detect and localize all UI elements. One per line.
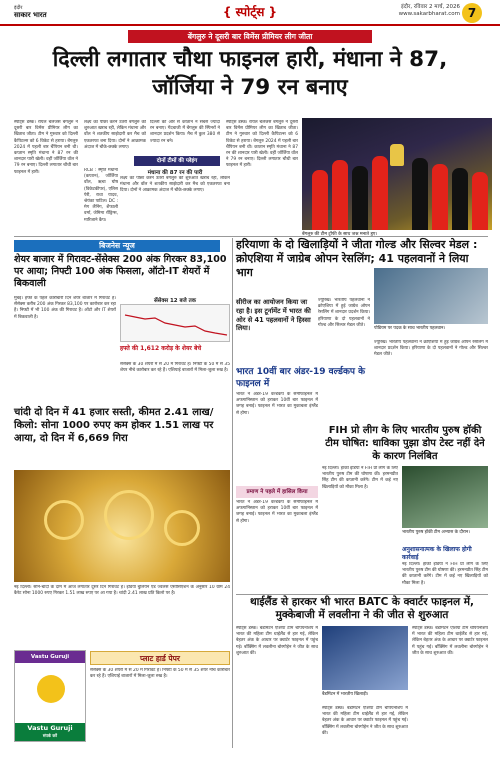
masthead-city: इंदौर	[14, 5, 23, 11]
ad-header-banner: प्लाट हार्ड पेपर	[90, 651, 230, 665]
sensex-chart-title: सेंसेक्स 12 बजे तक	[153, 298, 197, 304]
wrestling-headline: हरियाणा के दो खिलाड़ियों ने जीता गोल्ड और सिल्वर मेडल : क्रोएशिया में जाग्रेब ओपन रेसलिंग; 41 पहलवानों ने लिया भाग	[236, 238, 478, 279]
business-headline-2: चांदी दो दिन में 41 हजार सस्ती, कीमत 2.41 लाख/किलो: सोना 1000 रुपए कम होकर 1.51 लाख पर आया, दो दिन में 6,669 गिरा	[14, 407, 214, 444]
business-body-3: नई दिल्ली। सोने-चांदी के दाम में आज लगातार दूसरे दिन गिरावट है। इंडिया बुलियन एंड ज्वैलर्स एसोसिएशन के अनुसार 10 ग्राम 24 कैरेट सोना 1000 रुपए गिरकर 1.51 लाख रुपए पर आ गया है। चांदी 2.41 लाख प्रति किलो पर है।	[14, 585, 230, 597]
masthead-website[interactable]: www.sakarbharat.com	[398, 11, 460, 17]
wrestling-photo-caption: पोडियम पर पदक के साथ भारतीय पहलवान।	[374, 326, 446, 331]
lead-column-4: RCB : स्मृति मंधाना (कप्तान), जॉर्जिया वॉल, ऋचा घोष (विकेटकीपर), एलिस पेरी, राधा यादव, श्रेयंका पाटिल। DC : मेग लैनिंग, शैफाली वर्मा, जेमिमा रॉड्रिग्स, मारिजाने कैप।	[84, 168, 118, 223]
hockey-team-photo	[402, 466, 488, 528]
page-number: 7	[462, 3, 482, 23]
lead-team-photo	[302, 118, 492, 230]
hockey-body: नई दिल्ली। हॉकी इंडिया ने FIH प्रो लीग के लिए भारतीय पुरुष टीम की घोषणा की। हरमनप्रीत सिंह टीम की कप्तानी करेंगे। टीम में कई नए खिलाड़ियों को मौका मिला है।	[322, 466, 398, 490]
lead-column-3: दिल्ली की ओर से कप्तान ने सबसे ज्यादा रन बनाए। गेंदबाजी में बेंगलुरु की स्पिनरों ने शानदार प्रदर्शन किया। मैच में कुल 380 से ज्यादा रन बने।	[150, 120, 220, 144]
hockey-headline: FIH प्रो लीग के लिए भारतीय पुरुष हॉकी टीम घोषित: धाविका पुझा डोप टेस्ट नहीं देने के कारण निलंबित	[325, 425, 485, 462]
lead-column-2: लक्ष्य का पीछा करने उतरी बेंगलुरु की शुरुआत खराब रही, लेकिन मंधाना और वॉल ने शतकीय साझेदारी कर मैच को एकतरफा बना दिया। दोनों ने आक्रामक अंदाज में चौके-छक्के लगाए।	[84, 120, 146, 150]
lead-photo-caption: बेंगलुरु की टीम ट्रॉफी के साथ जश्न मनाते हुए।	[302, 232, 378, 237]
lead-column-1: स्पोर्ट्स डेस्क। रॉयल चैलेंजर्स बेंगलुरु ने दूसरी बार विमेंस प्रीमियर लीग का खिताब जीता। टीम ने गुरुवार को दिल्ली कैपिटल्स को 6 विकेट से हराया। बेंगलुरु 2024 में पहली बार चैंपियन बनी थी। कप्तान स्मृति मंधाना ने 87 रन की शानदार पारी खेली। वहीं जॉर्जिया वॉल ने 79 रन बनाए। दिल्ली लगातार चौथी बार फाइनल में हारी।	[14, 120, 78, 175]
batc-body-1: स्पोर्ट्स डेस्क। बैडमिंटन एशिया टीम चैंपियनशिप में भारत की महिला टीम थाईलैंड से हार गई, लेकिन बेहतर अंक के आधार पर क्वार्टर फाइनल में पहुंच गई। बॉक्सिंग में लवलीना बोरगोहेन ने जीत के साथ शुरुआत की।	[236, 626, 318, 656]
ad-title: Vastu Guruji	[15, 651, 85, 663]
newspaper-name: साकार भारत	[14, 11, 47, 19]
gold-jewellery-photo	[14, 470, 230, 582]
lead-column-5: लक्ष्य का पीछा करने उतरी बेंगलुरु की शुरुआत खराब रही, लेकिन मंधाना और वॉल ने शतकीय साझेदारी कर मैच को एकतरफा बना दिया। दोनों ने आक्रामक अंदाज में चौके-छक्के लगाए।	[120, 176, 230, 194]
business-banner: बिजनेस न्यूज	[14, 240, 220, 252]
ad-logo-icon	[37, 675, 65, 703]
batc-headline: थाईलैंड से हारकर भी भारत BATC के क्वार्टर फाइनल में, मुक्केबाजी में लवलीना ने की जीत से शुरुआत	[249, 596, 475, 621]
business-side-title: हफ्ते की 1,612 करोड़ के शेयर बेचे	[120, 345, 202, 352]
badminton-photo-caption: बैडमिंटन में भारतीय खिलाड़ी।	[322, 692, 369, 697]
ad-contact[interactable]: Vastu Guruji संपर्क करें	[15, 723, 85, 741]
badminton-photo	[322, 626, 408, 690]
business-body-1: मुंबई। हफ्ते के पहले कारोबारी दिन शेयर बाजार में गिरावट है। सेंसेक्स करीब 200 अंक गिरकर 83,100 पर कारोबार कर रहा है। निफ्टी में भी 100 अंक की गिरावट है। ऑटो और IT शेयरों में बिकवाली है।	[14, 296, 116, 320]
business-body-2: सेंसेक्स के 30 शेयरों में से 20 में गिरावट है। निफ्टी के 50 में से 35 शेयर नीचे कारोबार कर रहे हैं। एशियाई बाजारों में मिला-जुला रुख है।	[120, 362, 230, 374]
masthead-meta	[356, 4, 460, 18]
masthead-brand	[14, 5, 47, 19]
u19-body: भारत ने अंडर-19 वर्ल्डकप के सेमीफाइनल में अफगानिस्तान को हराकर 10वीं बार फाइनल में जगह बनाई। फाइनल में भारत का मुकाबला इंग्लैंड से होगा।	[236, 392, 318, 416]
u19-headline: भारत 10वीं बार अंडर-19 वर्ल्डकप के फाइनल में	[236, 367, 366, 389]
vastu-advertisement[interactable]	[14, 650, 86, 742]
sensex-chart	[120, 304, 230, 342]
wrestling-quote: सीरीज का आयोजन किया जा रहा है। इस टूर्नामेंट में भारत की ओर से 41 पहलवानों ने हिस्सा लिया।	[236, 298, 311, 333]
lead-headline: दिल्ली लगातार चौथा फाइनल हारी, मंधाना ने 87, जॉर्जिया ने 79 रन बनाए	[52, 47, 448, 100]
lead-column-6: स्पोर्ट्स डेस्क। रॉयल चैलेंजर्स बेंगलुरु ने दूसरी बार विमेंस प्रीमियर लीग का खिताब जीता। टीम ने गुरुवार को दिल्ली कैपिटल्स को 6 विकेट से हराया। बेंगलुरु 2024 में पहली बार चैंपियन बनी थी। कप्तान स्मृति मंधाना ने 87 रन की शानदार पारी खेली। वहीं जॉर्जिया वॉल ने 79 रन बनाए। दिल्ली लगातार चौथी बार फाइनल में हारी।	[226, 120, 298, 169]
wrestling-podium-photo	[374, 268, 488, 324]
hockey-side-title: अनुशासनात्मक के खिलाफ होगी कार्रवाई	[402, 546, 472, 561]
masthead-date: इंदौर, रविवार 2 मार्च, 2026	[401, 4, 460, 10]
wrestling-body-2: ज्यूरिख। भारतीय पहलवानों ने क्रोएशिया में हुई जाग्रेब ओपन रेसलिंग में शानदार प्रदर्शन किया। हरियाणा के दो पहलवानों ने गोल्ड और सिल्वर मेडल जीते।	[374, 340, 488, 358]
ad-body-text: सेंसेक्स के 30 शेयरों में से 20 में गिरावट है। निफ्टी के 50 में से 35 शेयर नीचे कारोबार कर रहे हैं। एशियाई बाजारों में मिला-जुला रुख है।	[90, 668, 230, 680]
masthead	[0, 0, 500, 26]
business-headline-1: शेयर बाजार में गिरावट-सेंसेक्स 200 अंक गिरकर 83,100 पर आया; निफ्टी 100 अंक फिसला, ऑटो-IT शेयरों में बिकवाली	[14, 254, 227, 289]
hockey-photo-caption: भारतीय पुरुष हॉकी टीम अभ्यास के दौरान।	[402, 530, 470, 535]
section-title: { स्पोर्ट्स }	[222, 5, 278, 19]
lead-stat-title: मंधाना की 87 रन की पारी	[147, 170, 203, 176]
wrestling-body: ज्यूरिख। भारतीय पहलवानों ने क्रोएशिया में हुई जाग्रेब ओपन रेसलिंग में शानदार प्रदर्शन किया। हरियाणा के दो पहलवानों ने गोल्ड और सिल्वर मेडल जीते।	[318, 298, 370, 328]
side-box-title: प्रमाण ने पहले में हासिल किया	[236, 486, 318, 498]
side-box-body: भारत ने अंडर-19 वर्ल्डकप के सेमीफाइनल में अफगानिस्तान को हराकर 10वीं बार फाइनल में जगह बनाई। फाइनल में भारत का मुकाबला इंग्लैंड से होगा।	[236, 500, 318, 524]
hockey-side-body: नई दिल्ली। हॉकी इंडिया ने FIH प्रो लीग के लिए भारतीय पुरुष टीम की घोषणा की। हरमनप्रीत सिंह टीम की कप्तानी करेंगे। टीम में कई नए खिलाड़ियों को मौका मिला है।	[402, 562, 488, 586]
batc-body-2: स्पोर्ट्स डेस्क। बैडमिंटन एशिया टीम चैंपियनशिप में भारत की महिला टीम थाईलैंड से हार गई, लेकिन बेहतर अंक के आधार पर क्वार्टर फाइनल में पहुंच गई। बॉक्सिंग में लवलीना बोरगोहेन ने जीत के साथ शुरुआत की।	[322, 706, 408, 736]
lead-subhead: दोनों टीमों की प्लेइंग	[134, 156, 220, 166]
sensex-line	[121, 305, 231, 343]
trophy-icon	[390, 144, 404, 166]
lead-kicker: बेंगलुरु ने दूसरी बार विमेंस प्रीमियर लीग जीता	[128, 30, 372, 43]
batc-body-3: स्पोर्ट्स डेस्क। बैडमिंटन एशिया टीम चैंपियनशिप में भारत की महिला टीम थाईलैंड से हार गई, लेकिन बेहतर अंक के आधार पर क्वार्टर फाइनल में पहुंच गई। बॉक्सिंग में लवलीना बोरगोहेन ने जीत के साथ शुरुआत की।	[412, 626, 488, 656]
